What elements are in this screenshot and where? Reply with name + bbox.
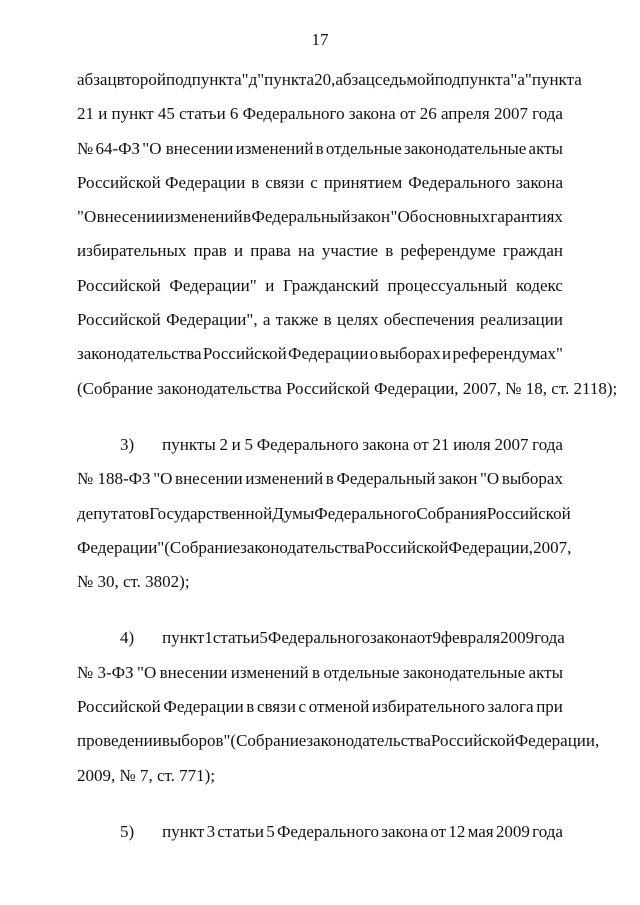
word: в [311, 662, 321, 682]
word: изменений [230, 662, 309, 682]
word: внесении [96, 207, 165, 227]
word: изменений [235, 138, 314, 158]
word: в [242, 207, 252, 227]
word: и [231, 434, 241, 454]
text-line [77, 497, 571, 531]
word: года [532, 434, 563, 454]
word: Федерации", [166, 310, 258, 330]
word: статьи [179, 104, 226, 124]
word: законодательные [402, 662, 526, 682]
word: 12 [448, 821, 466, 841]
word: статьи [217, 821, 264, 841]
word: 5 [244, 434, 253, 454]
word: реализации [479, 310, 563, 330]
word: "О внесении [142, 138, 234, 158]
word: закон [438, 469, 478, 489]
word: подпункта [434, 70, 511, 89]
word: 64-ФЗ [95, 138, 141, 158]
word: и [265, 275, 275, 295]
word: года [532, 821, 563, 841]
word: Федерального [256, 434, 359, 454]
word: о [369, 344, 379, 364]
word: пункт [111, 104, 154, 124]
word: "О [479, 469, 500, 489]
text-line-last: (Собрание законодательства Российской Федерации, 2007, № 18, ст. 2118); [77, 378, 618, 398]
word: Федерации, [448, 537, 534, 557]
word: 45 [157, 104, 175, 124]
word: 2007 [494, 434, 529, 454]
word: пункта [264, 70, 315, 89]
word: кодекс [515, 275, 563, 295]
word: абзац [77, 70, 117, 89]
word: пункт [162, 628, 205, 648]
word: 2007 [493, 104, 528, 124]
word: изменений [245, 469, 324, 489]
word: гарантиях [490, 207, 563, 227]
text-line-last: № 30, ст. 3802); [77, 572, 190, 592]
word: связи [256, 697, 296, 717]
word: и [98, 104, 108, 124]
word: Российской Федерации [77, 172, 246, 192]
text-line [77, 462, 563, 496]
word: отменой [308, 697, 370, 717]
word: Думы [272, 503, 315, 523]
word: 2009 [500, 628, 535, 648]
word: отдельные [323, 662, 400, 682]
word: 3 [206, 821, 216, 841]
word: в [251, 172, 260, 192]
word: Российской [77, 310, 161, 330]
word: 9 [432, 628, 441, 648]
word: "а" [510, 70, 532, 89]
list-item-3 [77, 428, 572, 599]
word: Федерации" [169, 275, 257, 295]
word: Федерации, [514, 731, 600, 751]
word: обеспечения [383, 310, 475, 330]
text-line-first [77, 815, 563, 849]
word: абзац [335, 70, 375, 89]
word: Федерального [408, 172, 511, 192]
word: Федерального [276, 821, 380, 841]
word: а [262, 310, 271, 330]
word: закон [350, 207, 391, 227]
word: прав [193, 241, 227, 261]
word: 5 [266, 821, 275, 841]
word: февраля [440, 628, 501, 648]
word: Федерации [288, 344, 369, 364]
word: референдуме [400, 241, 496, 261]
word: внесении [159, 662, 228, 682]
word: на [298, 241, 315, 261]
word: года [532, 104, 563, 124]
word: Федерального [314, 503, 417, 523]
list-marker: 4) [120, 628, 135, 648]
text-line [77, 63, 582, 97]
word: 2009 [495, 821, 530, 841]
word: внесении [175, 469, 243, 489]
word: 5 [259, 628, 268, 648]
word: "О [77, 207, 97, 227]
word: в [325, 469, 334, 489]
word: 2 [219, 434, 228, 454]
word: выборах [379, 344, 441, 364]
word: от [399, 104, 416, 124]
word: 6 [229, 104, 239, 124]
word: пункты [162, 434, 216, 454]
word: (Собрание [164, 537, 241, 557]
word: закона [381, 821, 429, 841]
text-line-first [77, 428, 563, 462]
word: закона [516, 172, 563, 192]
word: Российской [430, 731, 515, 751]
text-line [77, 337, 563, 371]
text-line [77, 531, 572, 565]
list-marker: 5) [120, 821, 135, 841]
list-item-5 [77, 815, 563, 849]
word: Федерации [163, 697, 244, 717]
word: изменений [164, 207, 243, 227]
text-line [77, 132, 563, 166]
word: апреля [440, 104, 490, 124]
word: процессуальный [387, 275, 508, 295]
word: Федеральный [336, 469, 436, 489]
word: с [310, 172, 318, 192]
word: основных [418, 207, 490, 227]
word: Российской [77, 697, 161, 717]
word: выборов" [161, 731, 231, 751]
word: № [77, 138, 94, 158]
document-body [77, 63, 618, 849]
word: 20, [314, 70, 336, 89]
word: июля [453, 434, 491, 454]
word: участие [321, 241, 379, 261]
word: акты [528, 138, 563, 158]
word: "Об [390, 207, 419, 227]
word: закона [369, 628, 417, 648]
text-line-first [77, 621, 563, 655]
word: Собрания [416, 503, 487, 523]
word: залога [487, 697, 534, 717]
word: № 3-ФЗ [77, 662, 134, 682]
word: года [534, 628, 565, 648]
word: принятием [323, 172, 403, 192]
word: законодательные [404, 138, 527, 158]
text-line [77, 690, 563, 724]
word: Федерации" [77, 537, 165, 557]
word: избирательных [77, 241, 187, 261]
page-number: 17 [311, 30, 329, 49]
text-line [77, 269, 563, 303]
word: "д" [241, 70, 265, 89]
word: Федерального [242, 104, 345, 124]
text-line-last: 2009, № 7, ст. 771); [77, 765, 216, 785]
word: при [536, 697, 563, 717]
text-line [77, 656, 563, 690]
word: Российской [202, 344, 287, 364]
word: пункт [162, 821, 205, 841]
word: статьи [212, 628, 260, 648]
word: второй [116, 70, 166, 89]
word: в [323, 310, 332, 330]
word: от [416, 628, 433, 648]
word: отдельные [325, 138, 402, 158]
word: законодательства [306, 731, 431, 751]
word: Федерального [267, 628, 370, 648]
word: законодательства [77, 344, 202, 364]
word: выборах [501, 469, 563, 489]
word: 21 [432, 434, 450, 454]
word: в [385, 241, 394, 261]
word: закона [362, 434, 410, 454]
word: также [275, 310, 319, 330]
word: 21 [77, 104, 94, 124]
word: 26 [419, 104, 437, 124]
word: и [442, 344, 452, 364]
text-line [77, 200, 563, 234]
word: и [233, 241, 244, 261]
word: седьмой [374, 70, 435, 89]
word: от [412, 434, 429, 454]
word: целях [337, 310, 379, 330]
word: мая [467, 821, 494, 841]
word: права [250, 241, 291, 261]
text-line [77, 97, 563, 131]
word: в [315, 138, 324, 158]
word: от [430, 821, 447, 841]
word: с [298, 697, 307, 717]
word: Российской [77, 275, 161, 295]
word: Российской [364, 537, 449, 557]
word: 2007, [533, 537, 572, 557]
text-line [77, 166, 563, 200]
word: депутатов [77, 503, 150, 523]
word: "О [153, 469, 173, 489]
word: (Собрание [230, 731, 307, 751]
word: закона [348, 104, 396, 124]
word: Российской [486, 503, 571, 523]
word: проведении [77, 731, 162, 751]
word: 1 [204, 628, 213, 648]
list-item-4 [77, 621, 600, 792]
word: Гражданский [283, 275, 379, 295]
text-line [77, 234, 563, 268]
word: Государственной [149, 503, 273, 523]
word: законодательства [240, 537, 365, 557]
word: избирательного [372, 697, 486, 717]
word: связи [265, 172, 305, 192]
text-line [77, 724, 600, 758]
word: акты [528, 662, 563, 682]
text-line [77, 303, 563, 337]
word: Федеральный [251, 207, 351, 227]
paragraph-continuation [77, 63, 618, 406]
word: граждан [502, 241, 563, 261]
word: пункта [531, 70, 582, 89]
word: "О [137, 662, 157, 682]
word: в [246, 697, 255, 717]
list-marker: 3) [120, 434, 135, 454]
word: подпункта [165, 70, 242, 89]
word: № 188-ФЗ [77, 469, 151, 489]
word: референдумах" [452, 344, 563, 364]
